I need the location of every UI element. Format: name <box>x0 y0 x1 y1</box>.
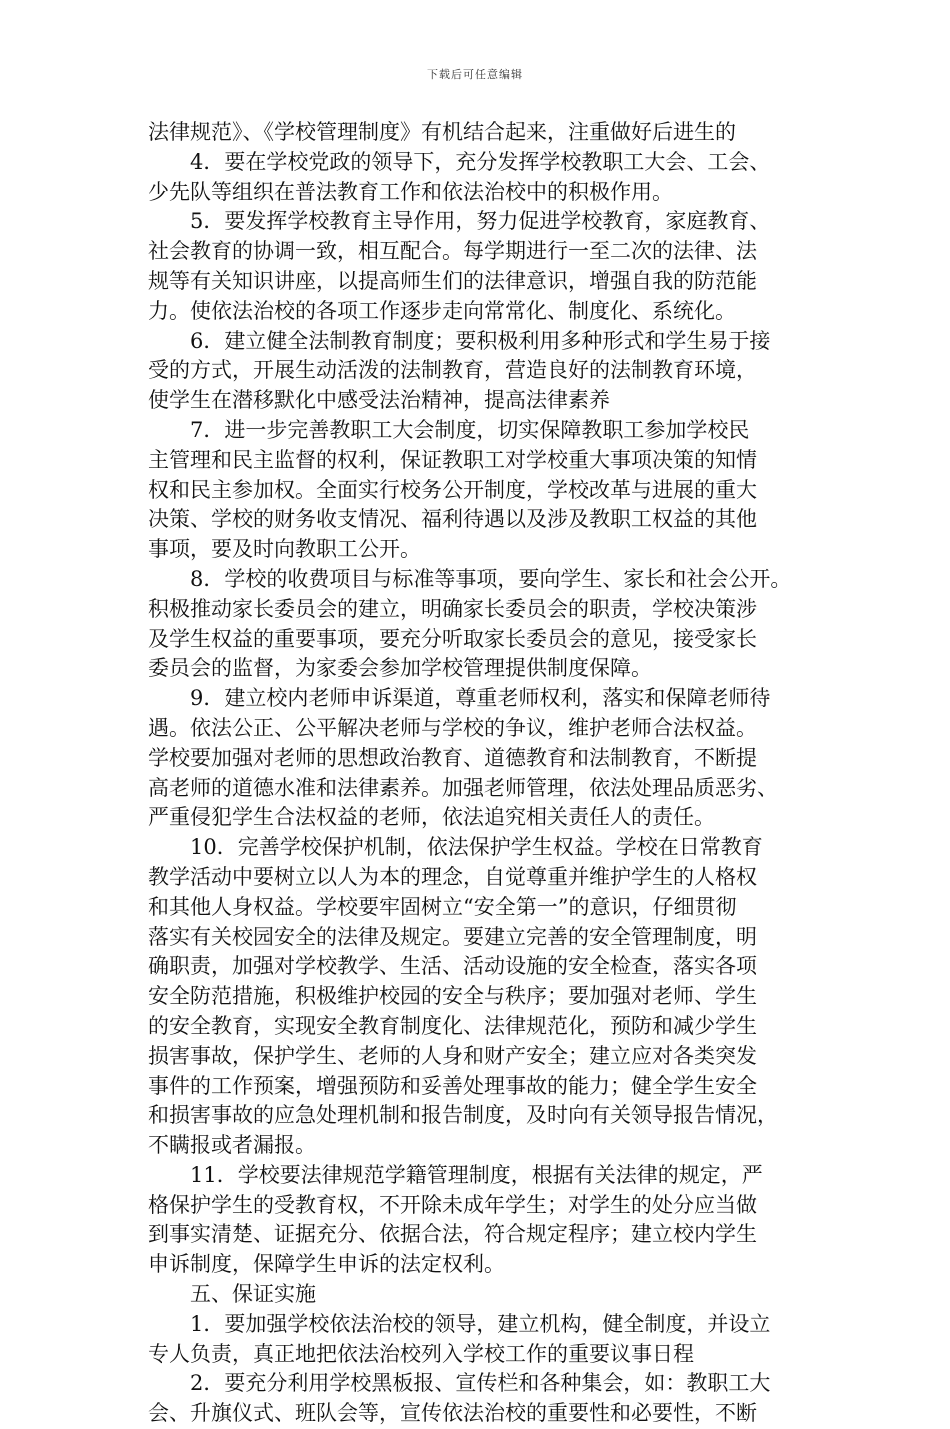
text-line: 五、保证实施 <box>190 1282 316 1307</box>
text-line: 主管理和民主监督的权利，保证教职工对学校重大事项决策的知情 <box>148 447 757 472</box>
text-line: 4．要在学校党政的领导下，充分发挥学校教职工大会、工会、 <box>190 149 771 174</box>
text-line: 7．进一步完善教职工大会制度，切实保障教职工参加学校民 <box>190 417 750 442</box>
text-line: 事项，要及时向教职工公开。 <box>148 537 421 562</box>
text-line: 专人负责，真正地把依法治校列入学校工作的重要议事日程 <box>148 1341 694 1366</box>
text-line: 社会教育的协调一致，相互配合。每学期进行一至二次的法律、法 <box>148 239 757 264</box>
text-line: 6．建立健全法制教育制度；要积极利用多种形式和学生易于接 <box>190 328 771 353</box>
text-line: 教学活动中要树立以人为本的理念，自觉尊重并维护学生的人格权 <box>148 864 757 889</box>
text-line: 委员会的监督，为家委会参加学校管理提供制度保障。 <box>148 656 652 681</box>
text-line: 受的方式，开展生动活泼的法制教育，营造良好的法制教育环境， <box>148 358 757 383</box>
text-line: 严重侵犯学生合法权益的老师，依法追究相关责任人的责任。 <box>148 805 715 830</box>
text-line: 8．学校的收费项目与标准等事项，要向学生、家长和社会公开。 <box>190 566 792 591</box>
text-line: 2．要充分利用学校黑板报、宣传栏和各种集会，如：教职工大 <box>190 1371 771 1396</box>
text-line: 学校要加强对老师的思想政治教育、道德教育和法制教育，不断提 <box>148 745 757 770</box>
document-body <box>148 118 808 1429</box>
text-line: 和其他人身权益。学校要牢固树立“安全第一”的意识，仔细贯彻 <box>148 894 737 919</box>
text-line: 遇。依法公正、公平解决老师与学校的争议，维护老师合法权益。 <box>148 715 757 740</box>
text-line: 落实有关校园安全的法律及规定。要建立完善的安全管理制度，明 <box>148 924 757 949</box>
text-line: 使学生在潜移默化中感受法治精神，提高法律素养 <box>148 388 610 413</box>
text-line: 5．要发挥学校教育主导作用，努力促进学校教育，家庭教育、 <box>190 209 771 234</box>
text-line: 法律规范》、《学校管理制度》有机结合起来，注重做好后进生的 <box>148 120 736 144</box>
text-line: 力。使依法治校的各项工作逐步走向常常化、制度化、系统化。 <box>148 298 736 323</box>
text-line: 申诉制度，保障学生申诉的法定权利。 <box>148 1252 505 1277</box>
text-line: 10．完善学校保护机制，依法保护学生权益。学校在日常教育 <box>190 835 763 860</box>
text-line: 的安全教育，实现安全教育制度化、法律规范化，预防和减少学生 <box>148 1013 757 1038</box>
text-line: 权和民主参加权。全面实行校务公开制度，学校改革与进展的重大 <box>148 477 757 502</box>
text-line: 1．要加强学校依法治校的领导，建立机构，健全制度，并设立 <box>190 1311 771 1336</box>
text-line: 高老师的道德水准和法律素养。加强老师管理，依法处理品质恶劣、 <box>148 775 778 800</box>
text-line: 少先队等组织在普法教育工作和依法治校中的积极作用。 <box>148 179 673 204</box>
text-line: 不瞒报或者漏报。 <box>148 1133 316 1158</box>
text-line: 确职责，加强对学校教学、生活、活动设施的安全检查，落实各项 <box>148 954 757 979</box>
text-line: 和损害事故的应急处理机制和报告制度，及时向有关领导报告情况， <box>148 1103 778 1128</box>
text-line: 及学生权益的重要事项，要充分听取家长委员会的意见，接受家长 <box>148 626 757 651</box>
text-line: 安全防范措施，积极维护校园的安全与秩序；要加强对老师、学生 <box>148 984 757 1009</box>
text-line: 11．学校要法律规范学籍管理制度，根据有关法律的规定，严 <box>190 1162 763 1187</box>
text-line: 规等有关知识讲座，以提高师生们的法律意识，增强自我的防范能 <box>148 268 757 293</box>
text-line: 决策、学校的财务收支情况、福利待遇以及涉及教职工权益的其他 <box>148 507 757 532</box>
text-line: 损害事故，保护学生、老师的人身和财产安全；建立应对各类突发 <box>148 1043 757 1068</box>
text-line: 积极推动家长委员会的建立，明确家长委员会的职责，学校决策涉 <box>148 596 757 621</box>
text-line: 会、升旗仪式、班队会等，宣传依法治校的重要性和必要性，不断 <box>148 1401 757 1426</box>
text-line: 9．建立校内老师申诉渠道，尊重老师权利，落实和保障老师待 <box>190 686 771 711</box>
text-line: 事件的工作预案，增强预防和妥善处理事故的能力；健全学生安全 <box>148 1073 757 1098</box>
text-line: 格保护学生的受教育权，不开除未成年学生；对学生的处分应当做 <box>148 1192 757 1217</box>
page-header: 下载后可任意编辑 <box>427 68 523 81</box>
text-line: 到事实清楚、证据充分、依据合法，符合规定程序；建立校内学生 <box>148 1222 757 1247</box>
